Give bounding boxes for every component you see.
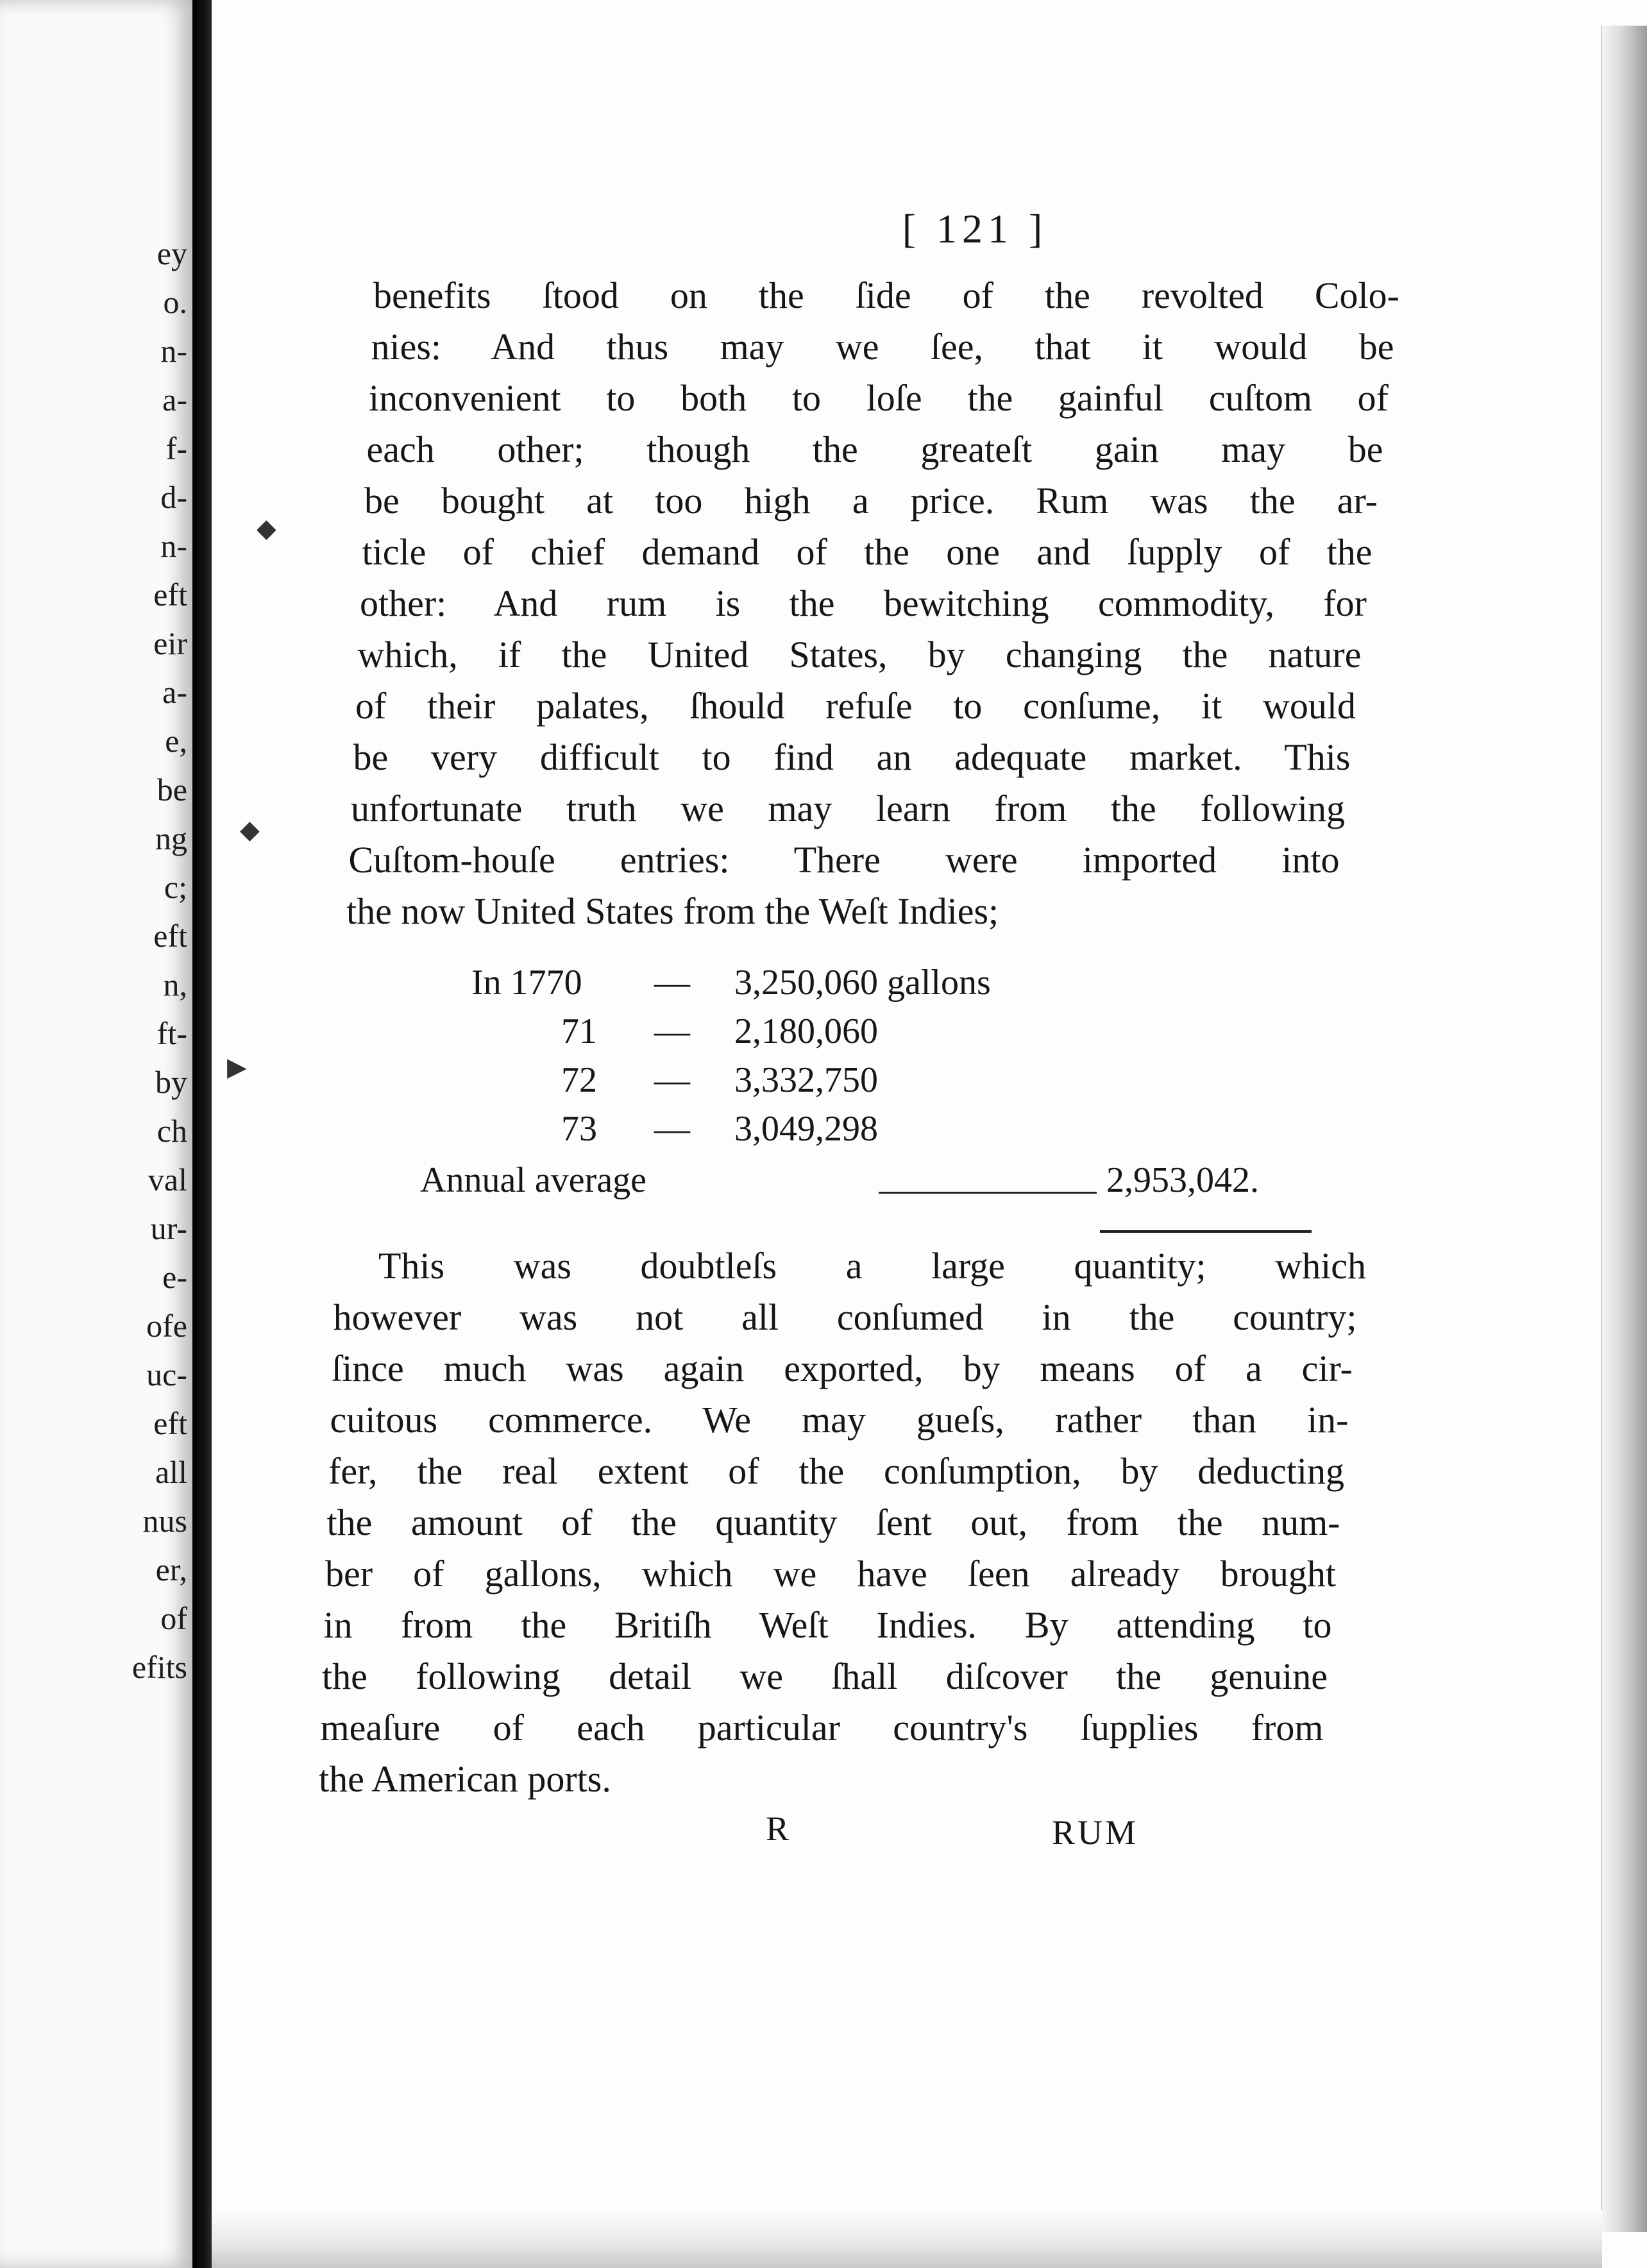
text-line: the American ports. bbox=[319, 1758, 611, 1800]
average-value: 2,953,042. bbox=[1106, 1160, 1259, 1200]
fragment-text: efits bbox=[131, 1649, 187, 1685]
text-line: which, if the United States, by changing the nature bbox=[357, 634, 1362, 675]
signature-mark: R bbox=[766, 1809, 790, 1848]
fragment-text: ft- bbox=[156, 1015, 187, 1051]
fragment-text: by bbox=[155, 1064, 187, 1100]
fragment-text: ey bbox=[156, 235, 187, 271]
page-number: [ 121 ] bbox=[902, 206, 1048, 251]
table-cell-dash: — bbox=[654, 1011, 690, 1051]
fragment-text: uc- bbox=[146, 1357, 187, 1392]
fragment-text: eft bbox=[153, 1405, 187, 1441]
facing-page bbox=[0, 0, 192, 2268]
fragment-text: n- bbox=[160, 333, 187, 369]
text-line: Cuſtom-houſe entries: There were imported into bbox=[348, 839, 1340, 881]
page-bottom-edge bbox=[212, 2210, 1602, 2268]
text-line: meaſure of each particular country's ſupplies from bbox=[320, 1707, 1324, 1748]
table-cell-amount: 2,180,060 bbox=[734, 1011, 878, 1051]
text-line: nies: And thus may we ſee, that it would be bbox=[371, 326, 1394, 368]
text-line: This was doubtleſs a large quantity; which bbox=[378, 1245, 1366, 1287]
margin-mark: ◆ bbox=[257, 514, 276, 543]
fragment-text: val bbox=[148, 1162, 187, 1197]
fragment-text: all bbox=[155, 1454, 187, 1490]
fragment-text: e, bbox=[165, 723, 187, 759]
average-label: Annual average bbox=[420, 1160, 646, 1200]
margin-mark: ▶ bbox=[227, 1053, 247, 1081]
book-page bbox=[212, 0, 1647, 2268]
fragment-text: be bbox=[156, 772, 187, 808]
book-gutter bbox=[192, 0, 212, 2268]
table-cell-dash: — bbox=[654, 1060, 690, 1100]
table-cell-amount: 3,332,750 bbox=[734, 1060, 878, 1100]
text-line: unfortunate truth we may learn from the following bbox=[351, 788, 1345, 829]
text-line: benefits ſtood on the ſide of the revolted Colo- bbox=[373, 275, 1399, 316]
text-line: however was not all conſumed in the country; bbox=[333, 1296, 1357, 1338]
fragment-text: n- bbox=[160, 528, 187, 564]
text-line: fer, the real extent of the conſumption, by deducting bbox=[328, 1450, 1344, 1492]
fragment-text: f- bbox=[165, 430, 187, 466]
text-line: in from the Britiſh Weſt Indies. By attending to bbox=[323, 1604, 1332, 1646]
text-line: of their palates, ſhould refuſe to conſume, it would bbox=[355, 685, 1356, 727]
page-edge bbox=[1601, 26, 1647, 2232]
fragment-text: e- bbox=[162, 1259, 187, 1295]
fragment-text: ng bbox=[155, 820, 187, 856]
text-line: ber of gallons, which we have ſeen already brought bbox=[325, 1553, 1336, 1595]
fragment-text: a- bbox=[162, 674, 187, 710]
fragment-text: ofe bbox=[146, 1308, 187, 1344]
text-line: the amount of the quantity ſent out, from the num- bbox=[326, 1502, 1340, 1543]
catchword: RUM bbox=[1052, 1813, 1139, 1852]
fragment-text: n, bbox=[163, 967, 187, 1003]
fragment-text: c; bbox=[164, 869, 187, 905]
text-line: other: And rum is the bewitching commodity, for bbox=[360, 582, 1367, 624]
table-cell-amount: 3,250,060 gallons bbox=[734, 963, 991, 1003]
fragment-text: ch bbox=[156, 1113, 187, 1149]
fragment-text: ur- bbox=[150, 1210, 187, 1246]
fragment-text: nus bbox=[142, 1503, 187, 1539]
fragment-text: er, bbox=[155, 1552, 187, 1587]
table-cell-year: In 1770 bbox=[471, 963, 582, 1003]
fragment-text: d- bbox=[160, 479, 187, 515]
text-line: ticle of chief demand of the one and ſupply of the bbox=[362, 531, 1372, 573]
table-cell-year: 71 bbox=[561, 1011, 597, 1051]
margin-mark: ◆ bbox=[240, 815, 260, 844]
table-cell-amount: 3,049,298 bbox=[734, 1109, 878, 1149]
text-line: each other; though the greateſt gain may be bbox=[366, 428, 1383, 470]
fragment-text: eft bbox=[153, 918, 187, 954]
table-cell-dash: — bbox=[654, 1109, 690, 1149]
table-cell-dash: — bbox=[654, 963, 690, 1003]
average-rule bbox=[879, 1192, 1097, 1194]
average-underline bbox=[1100, 1230, 1312, 1233]
fragment-text: eft bbox=[153, 577, 187, 613]
text-line: the following detail we ſhall diſcover the genuine bbox=[322, 1655, 1328, 1697]
fragment-text: o. bbox=[163, 284, 187, 320]
text-line: cuitous commerce. We may gueſs, rather than in- bbox=[330, 1399, 1349, 1441]
text-line: the now United States from the Weſt Indies; bbox=[346, 890, 999, 932]
text-line: be bought at too high a price. Rum was the ar- bbox=[364, 480, 1378, 521]
fragment-text: a- bbox=[162, 382, 187, 418]
fragment-text: eir bbox=[153, 625, 187, 661]
text-line: inconvenient to both to loſe the gainful cuſtom of bbox=[369, 377, 1389, 419]
table-cell-year: 73 bbox=[561, 1109, 597, 1149]
text-line: ſince much was again exported, by means of a cir- bbox=[332, 1348, 1353, 1389]
fragment-text: of bbox=[160, 1600, 187, 1636]
table-cell-year: 72 bbox=[561, 1060, 597, 1100]
text-line: be very difficult to find an adequate market. This bbox=[353, 736, 1351, 778]
